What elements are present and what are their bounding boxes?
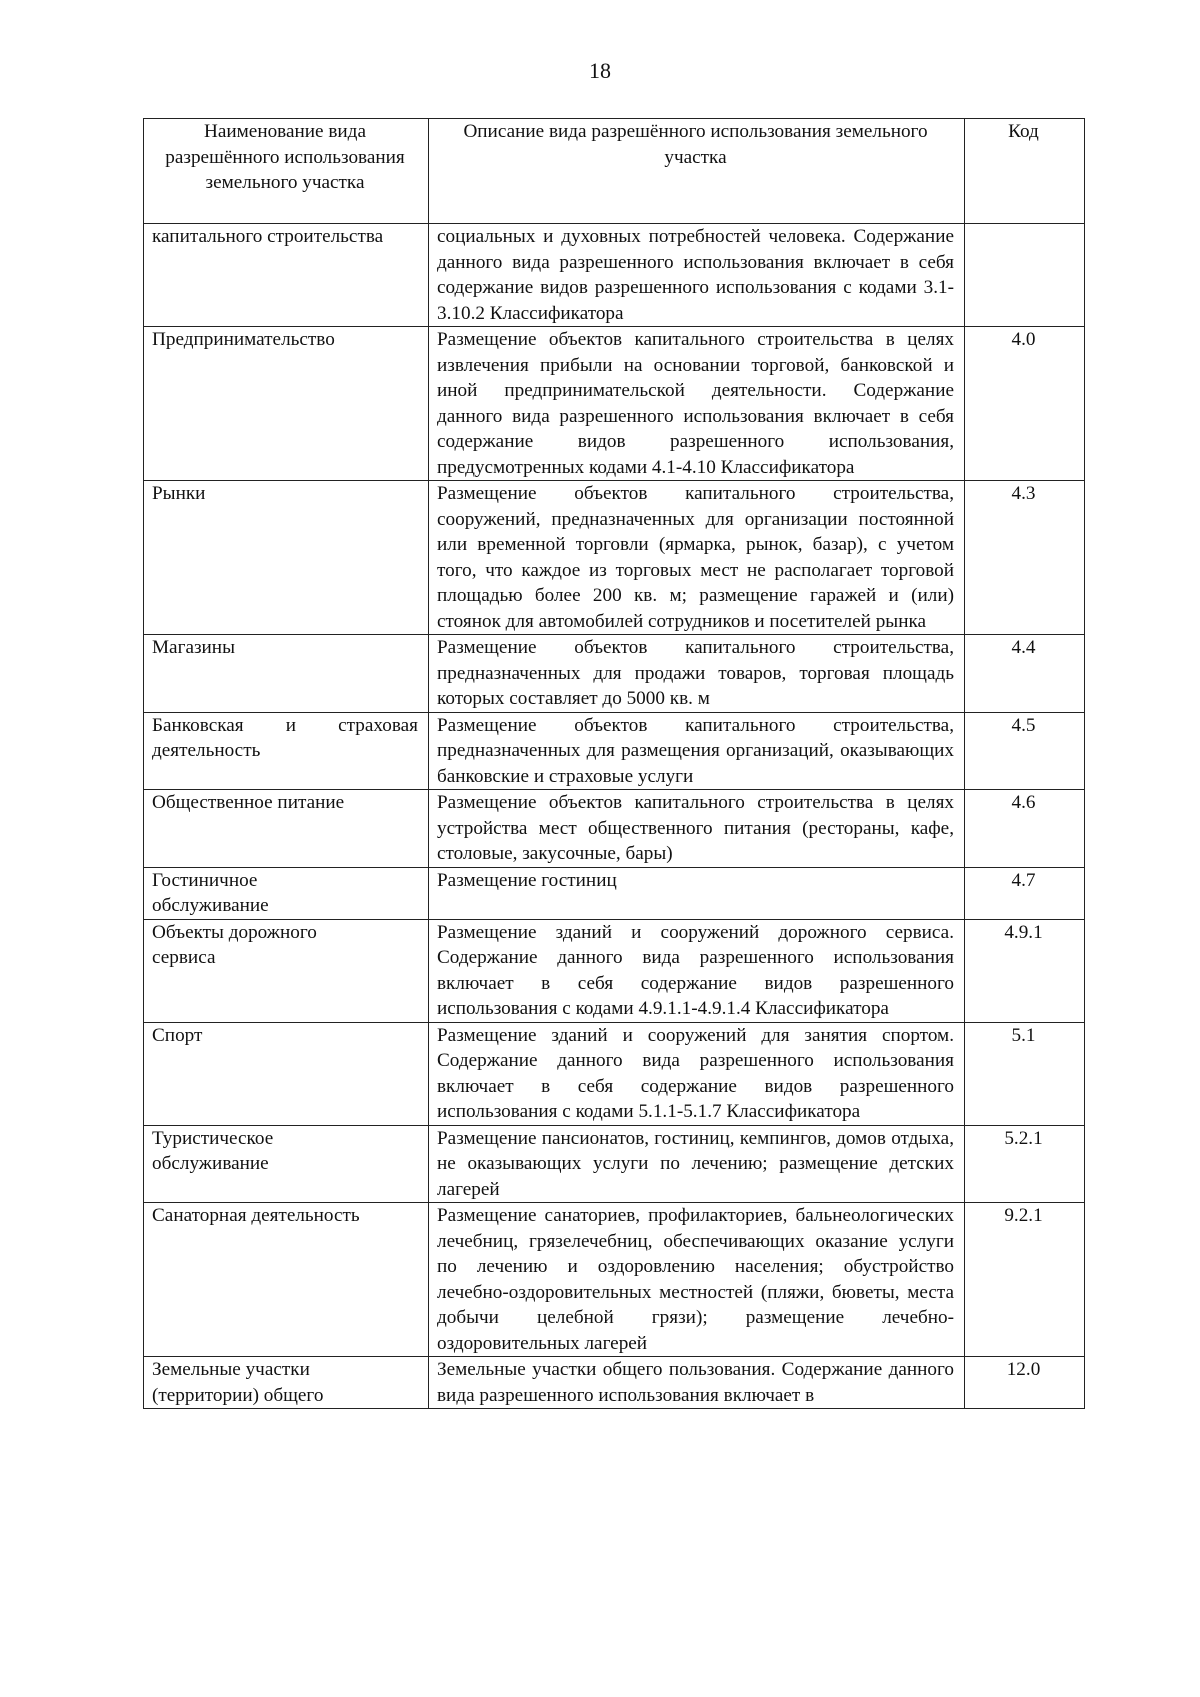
table-row [144,919,1085,1022]
row-name: Предпринимательство [144,327,429,481]
row-code: 5.1 [965,1022,1085,1125]
row-code: 4.0 [965,327,1085,481]
table-row [144,1125,1085,1203]
row-description: Размещение объектов капитального строительства в целях устройства мест общественного питания (рестораны, кафе, столовые, закусочные, бары) [429,790,965,868]
row-code: 9.2.1 [965,1203,1085,1357]
table-row [144,635,1085,713]
row-code: 4.7 [965,867,1085,919]
row-name: Общественное питание [144,790,429,868]
row-name: Спорт [144,1022,429,1125]
row-code: 4.3 [965,481,1085,635]
row-name: Санаторная деятельность [144,1203,429,1357]
table-row [144,481,1085,635]
table-row [144,1022,1085,1125]
row-name: Банковская и страховая деятельность [144,712,429,790]
page-number: 18 [589,58,611,83]
row-code: 4.5 [965,712,1085,790]
row-name: Туристическое обслуживание [144,1125,429,1203]
row-description: Размещение пансионатов, гостиниц, кемпингов, домов отдыха, не оказывающих услуги по лечению; размещение детских лагерей [429,1125,965,1203]
table-row [144,224,1085,327]
table-row [144,327,1085,481]
row-code: 4.6 [965,790,1085,868]
row-code: 5.2.1 [965,1125,1085,1203]
table-header-row [144,119,1085,224]
row-description: Размещение объектов капитального строительства, сооружений, предназначенных для организации постоянной или временной торговли (ярмарка, рынок, базар), с учетом того, что каждое из торговых мест не располагает торговой площадью более 200 кв. м; размещение гаражей и (или) стоянок для автомобилей сотрудников и посетителей рынка [429,481,965,635]
table-row [144,712,1085,790]
row-description: Размещение санаториев, профилакториев, бальнеологических лечебниц, грязелечебниц, обеспечивающих оказание услуги по лечению и оздоровлению населения; обустройство лечебно-оздоровительных местностей (пляжи, бюветы, места добычи целебной грязи); размещение лечебно-оздоровительных лагерей [429,1203,965,1357]
table-row [144,790,1085,868]
header-name: Наименование вида разрешённого использования земельного участка [144,119,429,224]
row-description: Размещение гостиниц [429,867,965,919]
row-name: Магазины [144,635,429,713]
row-description: Размещение зданий и сооружений дорожного сервиса. Содержание данного вида разрешенного использования включает в себя содержание видов разрешенного использования с кодами 4.9.1.1-4.9.1.4 Классификатора [429,919,965,1022]
row-description: Размещение объектов капитального строительства в целях извлечения прибыли на основании торговой, банковской и иной предпринимательской деятельности. Содержание данного вида разрешенного использования включает в себя содержание видов разрешенного использования, предусмотренных кодами 4.1-4.10 Классификатора [429,327,965,481]
row-code: 4.4 [965,635,1085,713]
header-description: Описание вида разрешённого использования земельного участка [429,119,965,224]
land-use-table [143,118,1085,1409]
row-description: социальных и духовных потребностей человека. Содержание данного вида разрешенного использования включает в себя содержание видов разрешенного использования с кодами 3.1-3.10.2 Классификатора [429,224,965,327]
row-name: Гостиничное обслуживание [144,867,429,919]
row-description: Размещение зданий и сооружений для занятия спортом. Содержание данного вида разрешенного использования включает в себя содержание видов разрешенного использования с кодами 5.1.1-5.1.7 Классификатора [429,1022,965,1125]
row-code [965,224,1085,327]
header-code: Код [965,119,1085,224]
row-name: Земельные участки (территории) общего [144,1357,429,1409]
row-name: Рынки [144,481,429,635]
row-name: Объекты дорожного сервиса [144,919,429,1022]
row-name: капитального строительства [144,224,429,327]
row-description: Размещение объектов капитального строительства, предназначенных для размещения организаций, оказывающих банковские и страховые услуги [429,712,965,790]
row-description: Земельные участки общего пользования. Содержание данного вида разрешенного использования включает в [429,1357,965,1409]
row-code: 4.9.1 [965,919,1085,1022]
table-row [144,1357,1085,1409]
table-row [144,1203,1085,1357]
table-row [144,867,1085,919]
row-description: Размещение объектов капитального строительства, предназначенных для продажи товаров, торговая площадь которых составляет до 5000 кв. м [429,635,965,713]
row-code: 12.0 [965,1357,1085,1409]
